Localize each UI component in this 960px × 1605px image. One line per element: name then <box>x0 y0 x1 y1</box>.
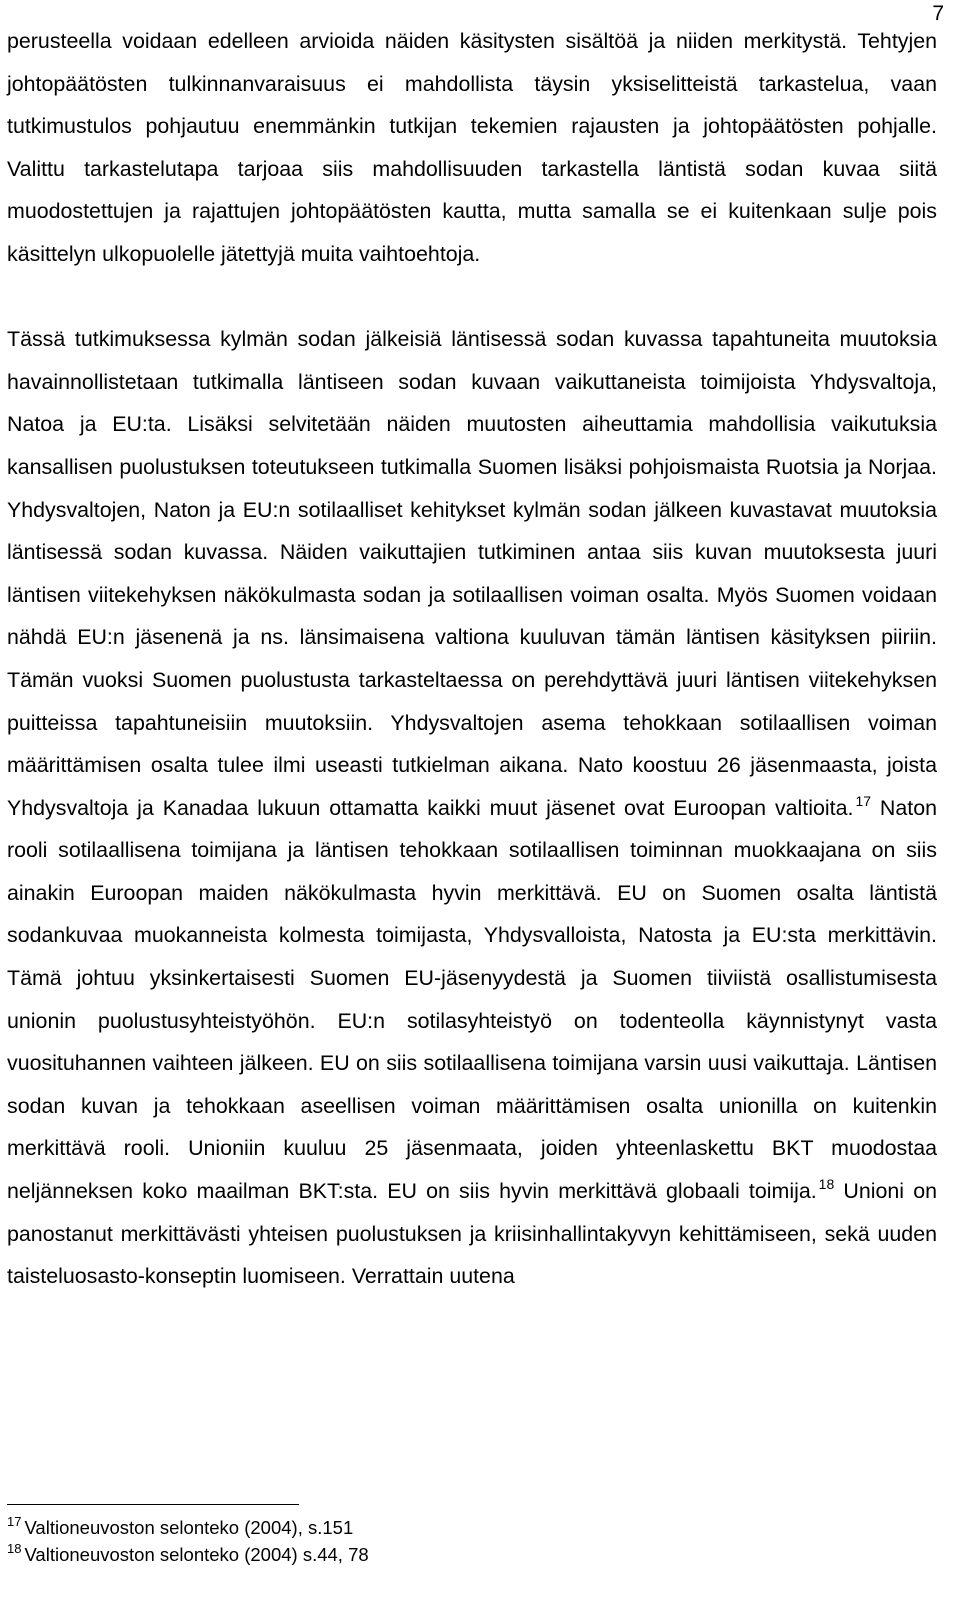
footnote-text: Valtioneuvoston selonteko (2004) s.44, 78 <box>24 1544 369 1565</box>
footnote-reference-17[interactable]: 17 <box>855 792 872 809</box>
paragraph-text: Tässä tutkimuksessa kylmän sodan jälkeisiä läntisessä sodan kuvassa tapahtuneita muutoksia havainnollistetaan tutkimalla läntiseen sodan kuvaan vaikuttaneista toimijoista Yhdysvaltoja, Natoa ja EU:ta. Lisäksi selvitetään näiden muutosten aiheuttamia mahdollisia vaikutuksia kansallisen puolustuksen toteutukseen tutkimalla Suomen lisäksi pohjoismaista Ruotsia ja Norjaa. Yhdysvaltojen, Naton ja EU:n sotilaalliset kehitykset kylmän sodan jälkeen kuvastavat muutoksia läntisessä sodan kuvassa. Näiden vaikuttajien tutkiminen antaa siis kuvan muutoksesta juuri läntisen viitekehyksen näkökulmasta sodan ja sotilaallisen voiman osalta. Myös Suomen voidaan nähdä EU:n jäsenenä ja ns. länsimaisena valtiona kuuluvan tämän läntisen käsityksen piiriin. Tämän vuoksi Suomen puolustusta tarkasteltaessa on perehdyttävä juuri läntisen viitekehyksen puitteissa tapahtuneisiin muutoksiin. Yhdysvaltojen asema tehokkaan sotilaallisen voiman määrittämisen osalta tulee ilmi useasti tutkielman aikana. Nato koostuu 26 jäsenmaasta, joista Yhdysvaltoja ja Kanadaa lukuun ottamatta kaikki muut jäsenet ovat Euroopan valtioita. <box>7 327 937 820</box>
paragraph-text: Naton rooli sotilaallisena toimijana ja läntisen tehokkaan sotilaallisen toiminnan muokkaajana on siis ainakin Euroopan maiden näkökulmasta hyvin merkittävä. EU on Suomen osalta läntistä sodankuvaa muokanneista kolmesta toimijasta, Yhdysvalloista, Natosta ja EU:sta merkittävin. Tämä johtuu yksinkertaisesti Suomen EU-jäsenyydestä ja Suomen tiiviistä osallistumisesta unionin puolustusyhteistyöhön. EU:n sotilasyhteistyö on todenteolla käynnistynyt vasta vuosituhannen vaihteen jälkeen. EU on siis sotilaallisena toimijana varsin uusi vaikuttaja. Läntisen sodan kuvan ja tehokkaan aseellisen voiman määrittämisen osalta unionilla on kuitenkin merkittävä rooli. Unioniin kuuluu 25 jäsenmaata, joiden yhteenlaskettu BKT muodostaa neljänneksen koko maailman BKT:sta. EU on siis hyvin merkittävä globaali toimija. <box>7 795 937 1204</box>
paragraph-1 <box>7 20 937 276</box>
footnote-separator <box>7 1504 299 1505</box>
paragraph-text: perusteella voidaan edelleen arvioida näiden käsitysten sisältöä ja niiden merkitystä. Tehtyjen johtopäätösten tulkinnanvaraisuus ei mahdollista täysin yksiselitteistä tarkastelua, vaan tutkimustulos pohjautuu enemmänkin tutkijan tekemien rajausten ja johtopäätösten pohjalle. Valittu tarkastelutapa tarjoaa siis mahdollisuuden tarkastella läntistä sodan kuvaa siitä muodostettujen ja rajattujen johtopäätösten kautta, mutta samalla se ei kuitenkaan sulje pois käsittelyn ulkopuolelle jätettyjä muita vaihtoehtoja. <box>7 29 937 266</box>
footnote-18 <box>7 1541 907 1568</box>
footnote-reference-18[interactable]: 18 <box>818 1176 835 1193</box>
page-number: 7 <box>932 2 944 25</box>
paragraph-text: Unioni on panostanut merkittävästi yhteisen puolustuksen ja kriisinhallintakyvyn kehittämiseen, sekä uuden taisteluosasto-konseptin luomiseen. Verrattain uutena <box>7 1179 937 1289</box>
footnote-number: 17 <box>7 1514 22 1529</box>
body-text <box>7 20 937 1298</box>
footnote-text: Valtioneuvoston selonteko (2004), s.151 <box>24 1517 354 1538</box>
footnotes <box>7 1514 907 1568</box>
footnote-number: 18 <box>7 1541 22 1556</box>
paragraph-2 <box>7 318 937 1298</box>
footnote-17 <box>7 1514 907 1541</box>
